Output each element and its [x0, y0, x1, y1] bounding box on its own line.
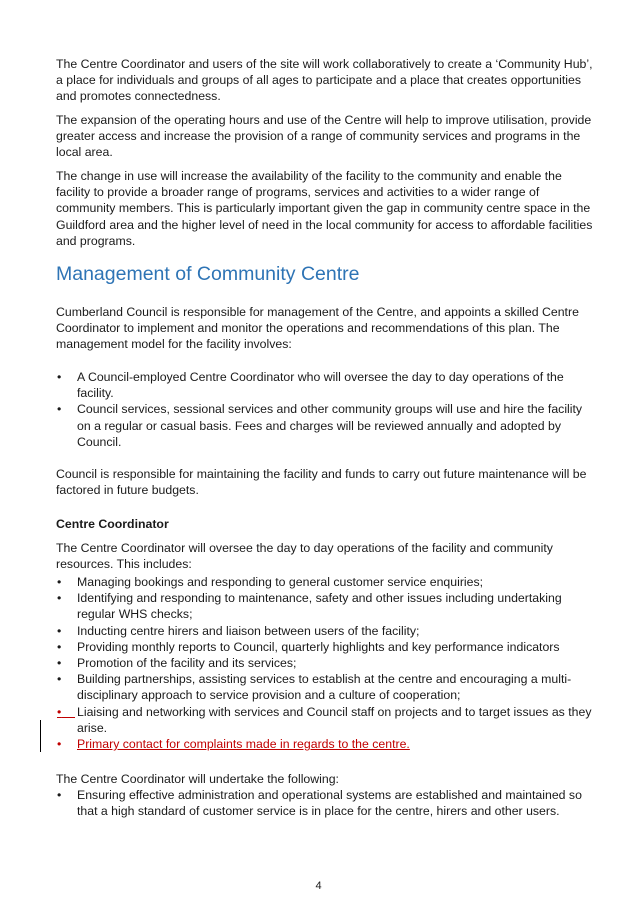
list-item-text: Providing monthly reports to Council, quarterly highlights and key performance indicators — [77, 639, 560, 654]
list-item — [56, 574, 596, 590]
bullet-icon: • — [57, 639, 62, 654]
list-item — [56, 590, 596, 622]
bullet-icon: • — [57, 672, 62, 687]
bullet-icon: • — [57, 402, 62, 417]
tracked-change-bar — [40, 720, 41, 752]
list-item-text: Liaising and networking with services and Council staff on projects and to target issues as they arise. — [77, 704, 592, 735]
list-item — [56, 655, 596, 671]
list-item-text: Managing bookings and responding to general customer service enquiries; — [77, 575, 484, 589]
bullet-icon: • — [57, 656, 62, 671]
list-item-text: Ensuring effective administration and operational systems are established and maintained so that a high standard of customer service is in place for the centre, hirers and other users. — [77, 788, 582, 819]
list-item — [56, 787, 596, 819]
bullet-icon: • — [57, 370, 62, 384]
bullet-icon: • — [57, 575, 62, 589]
list-item-text: A Council-employed Centre Coordinator who will oversee the day to day operations of the facility. — [77, 370, 564, 401]
management-list — [56, 369, 596, 450]
coordinator-intro: The Centre Coordinator will oversee the day to day operations of the facility and community resources. This includes: — [56, 541, 553, 572]
intro-paragraph-2: The expansion of the operating hours and use of the Centre will help to improve utilisation, provide greater access and increase the provision of a range of community services and programs in the local area. — [56, 113, 592, 160]
coordinator-list — [56, 574, 596, 752]
list-item — [56, 623, 596, 639]
list-item — [56, 401, 596, 450]
intro-paragraph-3: The change in use will increase the availability of the facility to the community and enable the facility to provide a broader range of programs, services and activities to a wider range of community members. This is particularly important given the gap in community centre space in the Guildford area and the higher level of need in the local community for access to affordable facilities and programs. — [56, 169, 593, 248]
list-item — [56, 369, 596, 401]
bullet-icon: • — [57, 591, 62, 606]
bullet-icon: • — [57, 704, 62, 719]
list-item-text: Council services, sessional services and other community groups will use and hire the facility on a regular or casual basis. Fees and charges will be reviewed annually and adopted by Council. — [77, 402, 583, 449]
management-intro: Cumberland Council is responsible for management of the Centre, and appoints a skilled Centre Coordinator to implement and monitor the operations and recommendations of this plan. The management model for the facility involves: — [56, 305, 579, 352]
list-item-tracked-bullet — [56, 704, 596, 736]
bullet-icon: • — [57, 623, 62, 638]
list-item — [56, 671, 596, 703]
list-item-text: Primary contact for complaints made in regards to the centre. — [77, 737, 410, 752]
bullet-icon: • — [57, 788, 62, 802]
list-item — [56, 639, 596, 655]
list-item-text: Promotion of the facility and its services; — [77, 656, 297, 671]
intro-paragraph-1: The Centre Coordinator and users of the site will work collaboratively to create a ‘Community Hub’, a place for individuals and groups of all ages to participate and a place that creates opportunities and promotes connectedness. — [56, 57, 593, 104]
list-item-text: Identifying and responding to maintenance, safety and other issues including undertaking regular WHS checks; — [77, 591, 562, 622]
coordinator-heading: Centre Coordinator — [56, 517, 169, 531]
list-item-text: Inducting centre hirers and liaison between users of the facility; — [77, 623, 420, 638]
page-number: 4 — [315, 880, 322, 892]
bullet-icon: • — [57, 737, 62, 752]
list-item-tracked-insertion — [56, 736, 596, 752]
list-item-text: Building partnerships, assisting services to establish at the centre and encouraging a multi-disciplinary approach to service provision and a culture of cooperation; — [77, 672, 572, 703]
coordinator-followup-intro: The Centre Coordinator will undertake the following: — [56, 772, 339, 786]
coordinator-followup-list — [56, 787, 596, 819]
management-closing: Council is responsible for maintaining the facility and funds to carry out future maintenance will be factored in future budgets. — [56, 467, 587, 498]
management-heading: Management of Community Centre — [56, 263, 360, 285]
